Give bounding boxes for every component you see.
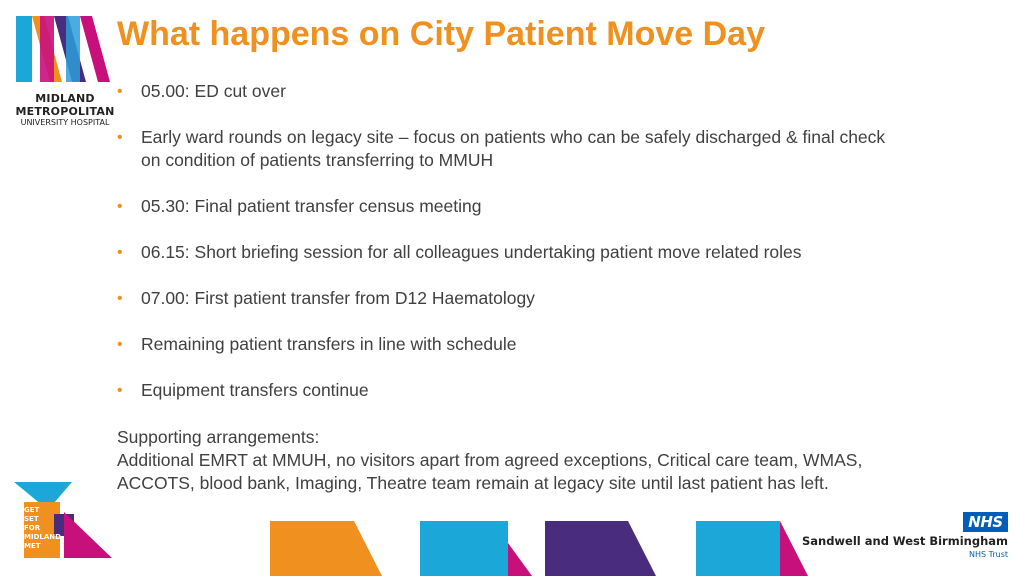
bullet-dot: • — [117, 382, 123, 399]
page-title: What happens on City Patient Move Day — [117, 15, 765, 53]
supporting-heading: Supporting arrangements: — [117, 427, 320, 447]
band-shape-orange — [270, 521, 382, 576]
supporting-body: Additional EMRT at MMUH, no visitors apart from agreed exceptions, Critical care team, WMAS, ACCOTS, blood bank, Imaging, Theatre team remain at legacy site until last patient has left. — [117, 450, 863, 493]
band-shape-purple — [545, 521, 656, 576]
midland-met-logo-icon — [10, 10, 120, 88]
list-item — [117, 241, 897, 264]
list-item-text: Equipment transfers continue — [141, 380, 369, 400]
decorative-colour-band — [0, 518, 820, 576]
nhs-logo: NHS — [963, 512, 1008, 532]
logo-line-2: METROPOLITAN — [15, 105, 115, 118]
get-set-line: FOR — [24, 524, 41, 532]
list-item-text: 07.00: First patient transfer from D12 Haematology — [141, 288, 535, 308]
get-set-line: SET — [24, 515, 39, 523]
bullet-dot: • — [117, 290, 123, 307]
bullet-dot: • — [117, 198, 123, 215]
trust-subtitle: NHS Trust — [969, 550, 1008, 559]
bullet-list — [117, 80, 897, 425]
midland-met-logo — [10, 10, 120, 128]
list-item-text: 05.30: Final patient transfer census meeting — [141, 196, 482, 216]
bullet-dot: • — [117, 83, 123, 100]
list-item — [117, 379, 897, 402]
supporting-arrangements — [117, 426, 887, 495]
list-item-text: Remaining patient transfers in line with schedule — [141, 334, 517, 354]
list-item — [117, 80, 897, 103]
list-item-text: 06.15: Short briefing session for all colleagues undertaking patient move related roles — [141, 242, 802, 262]
trust-name: Sandwell and West Birmingham — [801, 534, 1008, 548]
band-shape-cyan — [420, 521, 508, 576]
get-set-line: MIDLAND — [24, 533, 61, 541]
logo-line-1: MIDLAND — [35, 92, 95, 105]
band-shape-cyan-2 — [696, 521, 780, 576]
get-set-line: MET — [24, 542, 41, 550]
list-item-text: 05.00: ED cut over — [141, 81, 286, 101]
logo-line-3: UNIVERSITY HOSPITAL — [20, 118, 110, 127]
band-shape-magenta — [508, 543, 532, 576]
bullet-dot: • — [117, 336, 123, 353]
get-set-line: GET — [24, 506, 40, 514]
bullet-dot: • — [117, 129, 123, 146]
list-item — [117, 333, 897, 356]
list-item-text: Early ward rounds on legacy site – focus on patients who can be safely discharged & final check on condition of patients transferring to MMUH — [141, 127, 886, 170]
band-shape-magenta-2 — [780, 521, 808, 576]
list-item — [117, 195, 897, 218]
list-item — [117, 287, 897, 310]
bullet-dot: • — [117, 244, 123, 261]
list-item — [117, 126, 897, 172]
